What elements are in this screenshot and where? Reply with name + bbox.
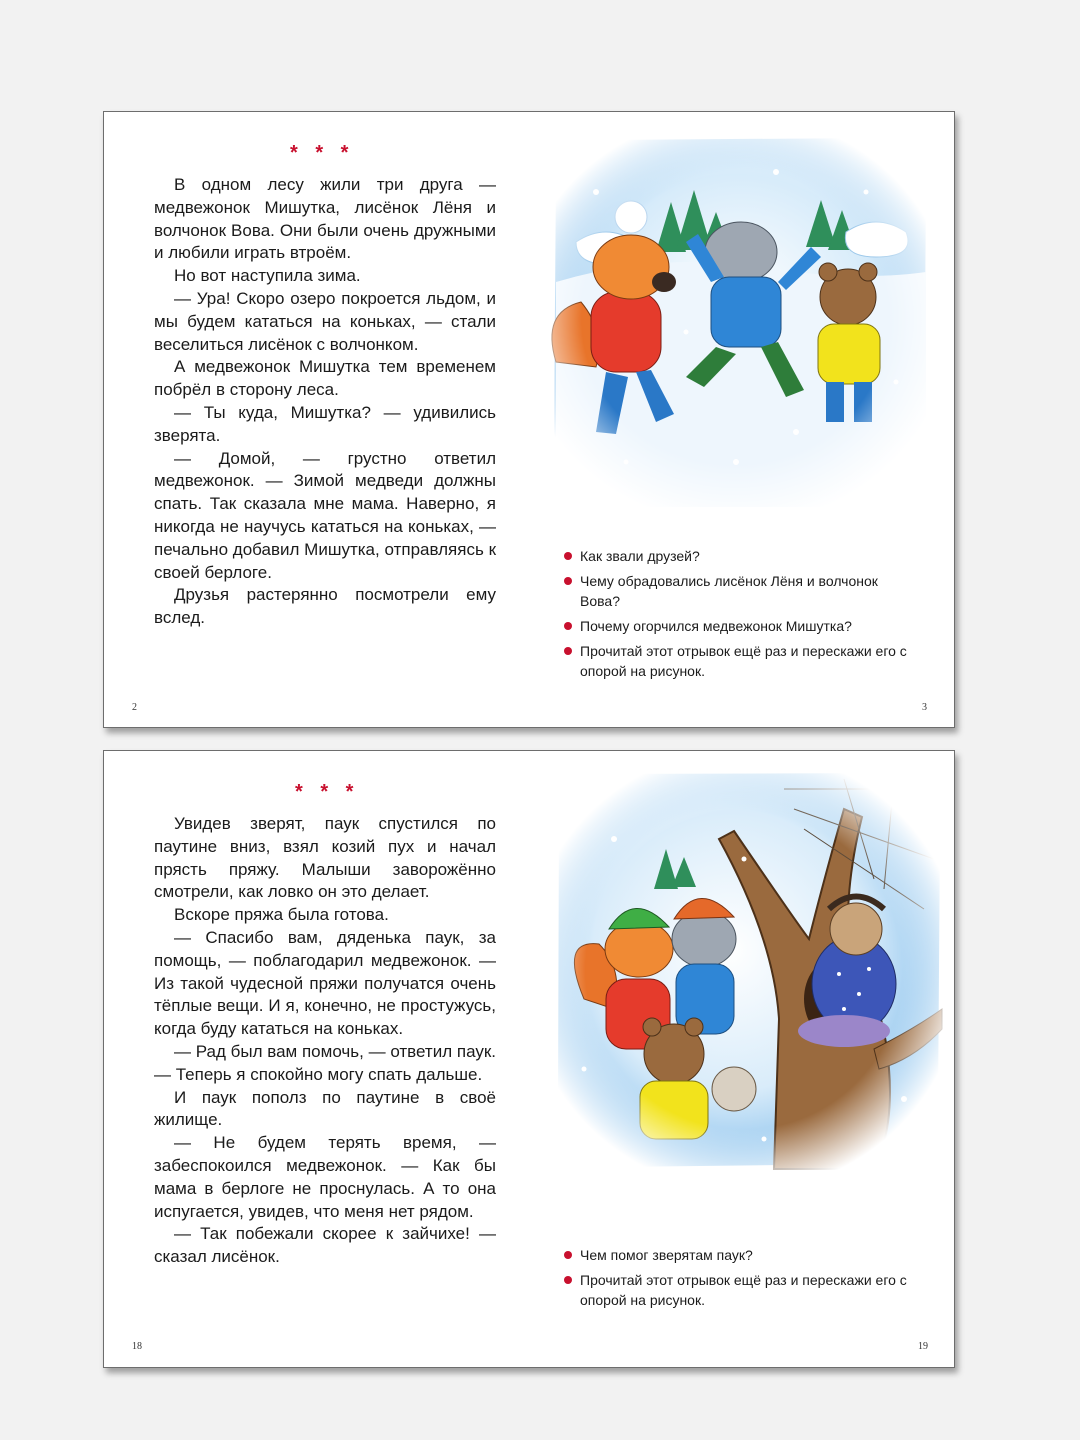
story-paragraph: — Рад был вам помочь, — ответил паук. — Теперь я спокойно могу спать дальше. (154, 1041, 496, 1084)
story-text (154, 174, 496, 630)
story-paragraph: В одном лесу жили три друга — медвежонок Мишутка, лисёнок Лёня и волчонок Вова. Они были очень дружными и любили играть втроём. (154, 175, 496, 263)
question-item: Почему огорчился медвежонок Мишутка? (564, 616, 914, 636)
page-number-right: 3 (922, 702, 927, 713)
page-number-left: 18 (132, 1341, 142, 1352)
story-paragraph: — Не будем терять время, — забеспокоился медвежонок. — Как бы мама в берлоге не проснулась. А то она испугается, увидев, что меня нет рядом. (154, 1133, 496, 1221)
story-paragraph: — Ура! Скоро озеро покроется льдом, и мы будем кататься на коньках, — стали веселиться лисёнок с волчонком. (154, 288, 496, 354)
red-bullet-icon (564, 647, 572, 655)
spider-tree-illustration (544, 769, 944, 1171)
story-paragraph: Вскоре пряжа была готова. (174, 905, 389, 925)
red-bullet-icon (564, 577, 572, 585)
red-bullet-icon (564, 622, 572, 630)
red-bullet-icon (564, 552, 572, 560)
question-item: Как звали друзей? (564, 546, 914, 566)
winter-friends-illustration (536, 132, 934, 507)
story-paragraph: — Домой, — грустно ответил медвежонок. — Зимой медведи должны спать. Так сказала мне мама. Наверно, я никогда не научусь кататься на коньках, — печально добавил Мишутка, отправляясь к своей берлоге. (154, 448, 496, 582)
story-paragraph: Увидев зверят, паук спустился по паутине вниз, взял козий пух и начал прясть пряжу. Малыши заворожённо смотрели, как ловко он это делает. (154, 814, 496, 902)
question-item: Прочитай этот отрывок ещё раз и перескажи его с опорой на рисунок. (564, 641, 914, 681)
story-paragraph: Друзья растерянно посмотрели ему вслед. (154, 585, 496, 628)
questions-list (564, 546, 914, 686)
question-item: Прочитай этот отрывок ещё раз и перескажи его с опорой на рисунок. (564, 1270, 914, 1310)
book-spread-pages-2-3 (103, 111, 955, 728)
story-paragraph: Но вот наступила зима. (174, 266, 361, 286)
section-stars: * * * (295, 781, 360, 803)
question-item: Чему обрадовались лисёнок Лёня и волчонок Вова? (564, 571, 914, 611)
page-number-left: 2 (132, 702, 137, 713)
red-bullet-icon (564, 1251, 572, 1259)
story-text (154, 813, 496, 1269)
story-paragraph: — Спасибо вам, дяденька паук, за помощь, — поблагодарил медвежонок. — Из такой чудесной пряжи получатся очень тёплые вещи. И я, конечно, не простужусь, когда буду кататься на коньках. (154, 927, 496, 1039)
questions-list (564, 1245, 914, 1315)
page-number-right: 19 (918, 1341, 928, 1352)
story-paragraph: И паук пополз по паутине в своё жилище. (154, 1087, 496, 1130)
section-stars: * * * (290, 142, 355, 164)
story-paragraph: А медвежонок Мишутка тем временем побрёл в сторону леса. (154, 357, 496, 400)
book-spread-pages-18-19 (103, 750, 955, 1368)
story-paragraph: — Ты куда, Мишутка? — удивились зверята. (154, 402, 496, 445)
story-paragraph: — Так побежали скорее к зайчихе! — сказал лисёнок. (154, 1224, 496, 1267)
question-item: Чем помог зверятам паук? (564, 1245, 914, 1265)
red-bullet-icon (564, 1276, 572, 1284)
